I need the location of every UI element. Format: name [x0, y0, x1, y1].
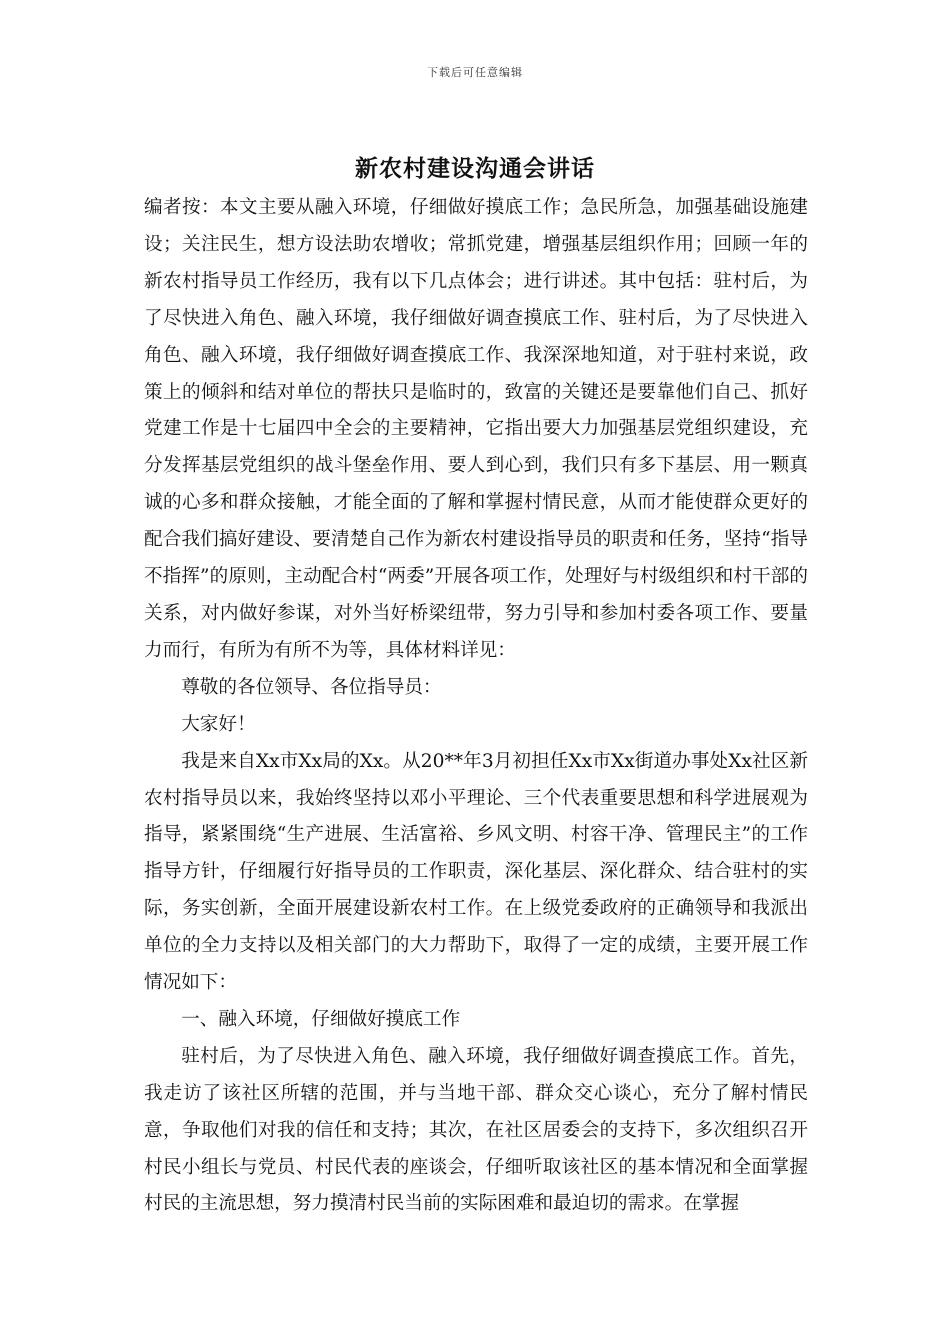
- section-paragraph: 驻村后，为了尽快进入角色、融入环境，我仔细做好调查摸底工作。首先，我走访了该社区所辖的范围，并与当地干部、群众交心谈心，充分了解村情民意，争取他们对我的信任和支持；其次，在社区居委会的支持下，多次组织召开村民小组长与党员、村民代表的座谈会，仔细听取该社区的基本情况和全面掌握村民的主流思想，努力摸清村民当前的实际困难和最迫切的需求。在掌握: [144, 1045, 808, 1215]
- editor-note-paragraph: 编者按：本文主要从融入环境，仔细做好摸底工作；急民所急，加强基础设施建设；关注民生，想方设法助农增收；常抓党建，增强基层组织作用；回顾一年的新农村指导员工作经历，我有以下几点体会；进行讲述。其中包括：驻村后，为了尽快进入角色、融入环境，我仔细做好调查摸底工作、驻村后，为了尽快进入角色、融入环境，我仔细做好调查摸底工作、我深深地知道，对于驻村来说，政策上的倾斜和结对单位的帮扶只是临时的，致富的关键还是要靠他们自己、抓好党建工作是十七届四中全会的主要精神，它指出要大力加强基层党组织建设，充分发挥基层党组织的战斗堡垒作用、要人到心到，我们只有多下基层、用一颗真诚的心多和群众接触，才能全面的了解和掌握村情民意，从而才能使群众更好的配合我们搞好建设、要清楚自己作为新农村建设指导员的职责和任务，坚持“指导不指挥”的原则，主动配合村“两委”开展各项工作，处理好与村级组织和村干部的关系，对内做好参谋，对外当好桥梁纽带，努力引导和参加村委各项工作、要量力而行，有所为有所不为等，具体材料详见：: [144, 197, 808, 661]
- section-heading: 一、融入环境，仔细做好摸底工作: [181, 1008, 461, 1030]
- greeting-paragraph: 大家好！: [181, 713, 256, 735]
- salutation-paragraph: 尊敬的各位领导、各位指导员：: [181, 676, 442, 698]
- intro-paragraph: 我是来自Xx市Xx局的Xx。从20**年3月初担任Xx市Xx街道办事处Xx社区新农村指导员以来，我始终坚持以邓小平理论、三个代表重要思想和科学进展观为指导，紧紧围绕“生产进展、生活富裕、乡风文明、村容干净、管理民主”的工作指导方针，仔细履行好指导员的工作职责，深化基层、深化群众、结合驻村的实际，务实创新，全面开展建设新农村工作。在上级党委政府的正确领导和我派出单位的全力支持以及相关部门的大力帮助下，取得了一定的成绩，主要开展工作情况如下：: [144, 750, 808, 994]
- header-note: 下载后可任意编辑: [427, 66, 523, 79]
- document-title: 新农村建设沟通会讲话: [355, 155, 595, 182]
- document-body: [144, 190, 808, 1223]
